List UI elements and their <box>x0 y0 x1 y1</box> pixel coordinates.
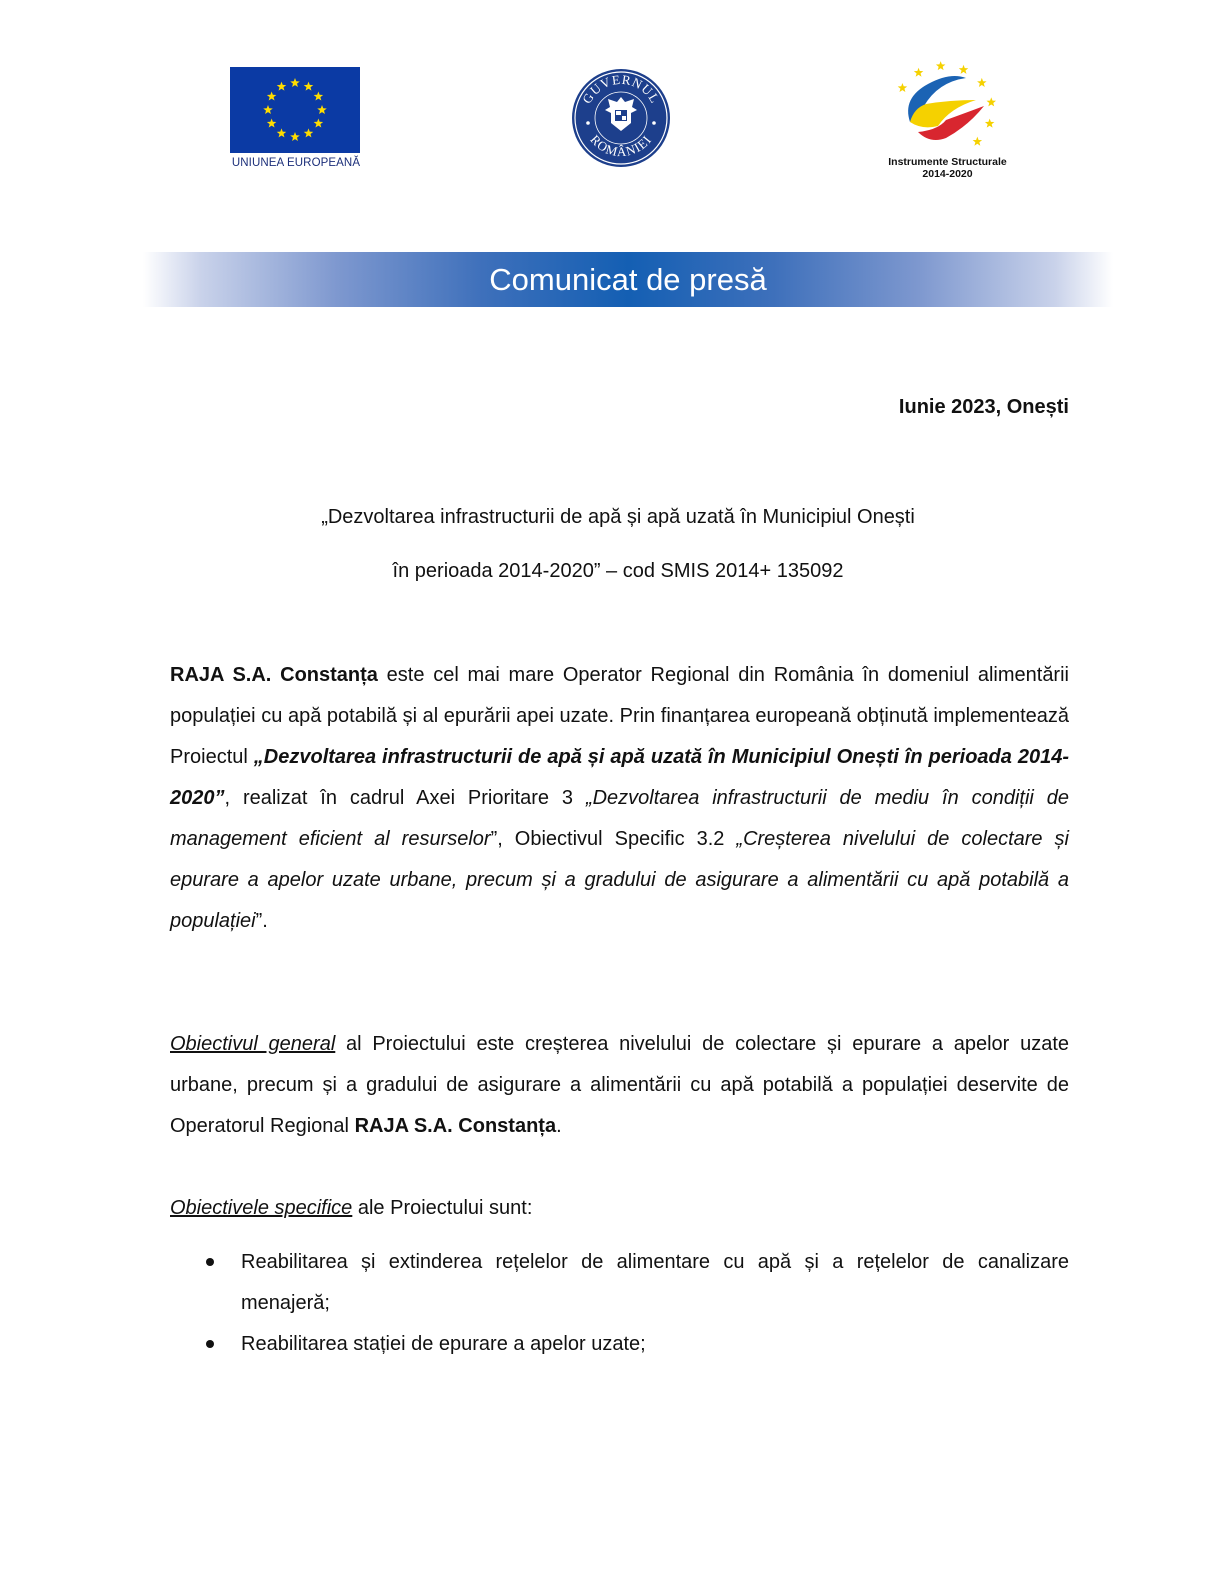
structural-instruments-logo <box>880 60 1015 185</box>
list-item <box>170 1324 1069 1365</box>
organization-name: RAJA S.A. Constanța <box>354 1115 557 1137</box>
priority-axis-name: „Dezvoltarea infrastructurii de mediu în condiții de management eficient al resurselor <box>170 787 1069 850</box>
eu-star-icon <box>304 82 314 91</box>
eu-flag-icon <box>230 67 360 153</box>
intro-paragraph <box>170 655 1069 942</box>
is-star-icon <box>936 61 946 70</box>
general-objective-label: Obiectivul general <box>170 1033 336 1055</box>
eu-star-icon <box>277 82 287 91</box>
intro-text-2: , realizat în cadrul Axei Prioritare 3 <box>224 787 586 809</box>
list-item <box>170 1242 1069 1324</box>
eu-star-icon <box>267 119 277 128</box>
structural-instruments-label <box>880 156 1015 180</box>
specific-objectives-label: Obiectivele specifice <box>170 1197 353 1219</box>
objective-text: Reabilitarea și extinderea rețelelor de alimentare cu apă și a rețelelor de canalizare menajeră; <box>241 1251 1069 1314</box>
seal-top-text: GUVERNUL <box>579 71 663 107</box>
project-title-line-1: „Dezvoltarea infrastructurii de apă și apă uzată în Municipiul Onești <box>321 506 915 528</box>
is-star-icon <box>977 78 987 87</box>
structural-instruments-period: 2014-2020 <box>922 168 973 180</box>
project-name: „Dezvoltarea infrastructurii de apă și apă uzată în Municipiul Onești în perioada 2014-2020” <box>170 746 1070 809</box>
general-objective-end: . <box>556 1115 562 1137</box>
press-release-banner <box>143 252 1113 307</box>
is-star-icon <box>987 97 997 106</box>
is-star-icon <box>898 83 908 92</box>
eu-star-icon <box>314 119 324 128</box>
eu-star-icon <box>277 128 287 137</box>
objective-text: Reabilitarea stației de epurare a apelor uzate; <box>241 1333 646 1355</box>
eu-star-icon <box>290 78 300 87</box>
intro-text-3: ”, Obiectivul Specific 3.2 <box>490 828 737 850</box>
project-title-line-2: în perioada 2014-2020” – cod SMIS 2014+ 135092 <box>392 560 844 582</box>
general-objective-paragraph <box>170 1024 1069 1147</box>
eu-star-icon <box>317 105 327 114</box>
specific-objectives-list <box>170 1242 1069 1365</box>
romanian-government-seal <box>570 67 672 169</box>
eu-logo-label: UNIUNEA EUROPEANĂ <box>231 157 361 169</box>
is-star-icon <box>959 65 969 74</box>
is-star-icon <box>914 68 924 77</box>
specific-objectives-intro <box>170 1188 1069 1229</box>
eu-star-icon <box>304 128 314 137</box>
banner-title: Comunicat de presă <box>489 262 767 297</box>
eu-logo <box>230 67 362 173</box>
bullet-icon <box>206 1340 214 1348</box>
bullet-icon <box>206 1258 214 1266</box>
specific-objective-name: „Creșterea nivelului de colectare și epurare a apelor uzate urbane, precum și a gradului de asigurare a alimentării cu apă potabilă a populației <box>170 828 1069 932</box>
structural-instruments-title: Instrumente Structurale <box>888 156 1007 168</box>
is-star-icon <box>985 119 995 128</box>
organization-name: RAJA S.A. Constanța <box>170 664 378 686</box>
eu-star-icon <box>263 105 273 114</box>
seal-bottom-text: ROMÂNIEI <box>587 131 655 160</box>
eu-star-icon <box>314 92 324 101</box>
intro-text-1: este cel mai mare Operator Regional din România în domeniul alimentării populației cu apă potabilă și al epurării apei uzate. Prin finanțarea europeană obținută implementează Proiectul <box>170 664 1069 768</box>
general-objective-text: al Proiectului este creșterea nivelului de colectare și epurare a apelor uzate urbane, precum și a gradului de asigurare a alimentării cu apă potabilă a populației deservite de Operatorul Regional <box>170 1033 1070 1137</box>
intro-text-4: ”. <box>255 910 268 932</box>
date-location: Iunie 2023, Onești <box>898 396 1069 418</box>
structural-instruments-emblem-icon <box>880 60 1015 155</box>
eu-star-icon <box>267 92 277 101</box>
eu-star-icon <box>290 132 300 141</box>
is-star-icon <box>973 137 983 146</box>
specific-objectives-text: ale Proiectului sunt: <box>352 1197 533 1219</box>
